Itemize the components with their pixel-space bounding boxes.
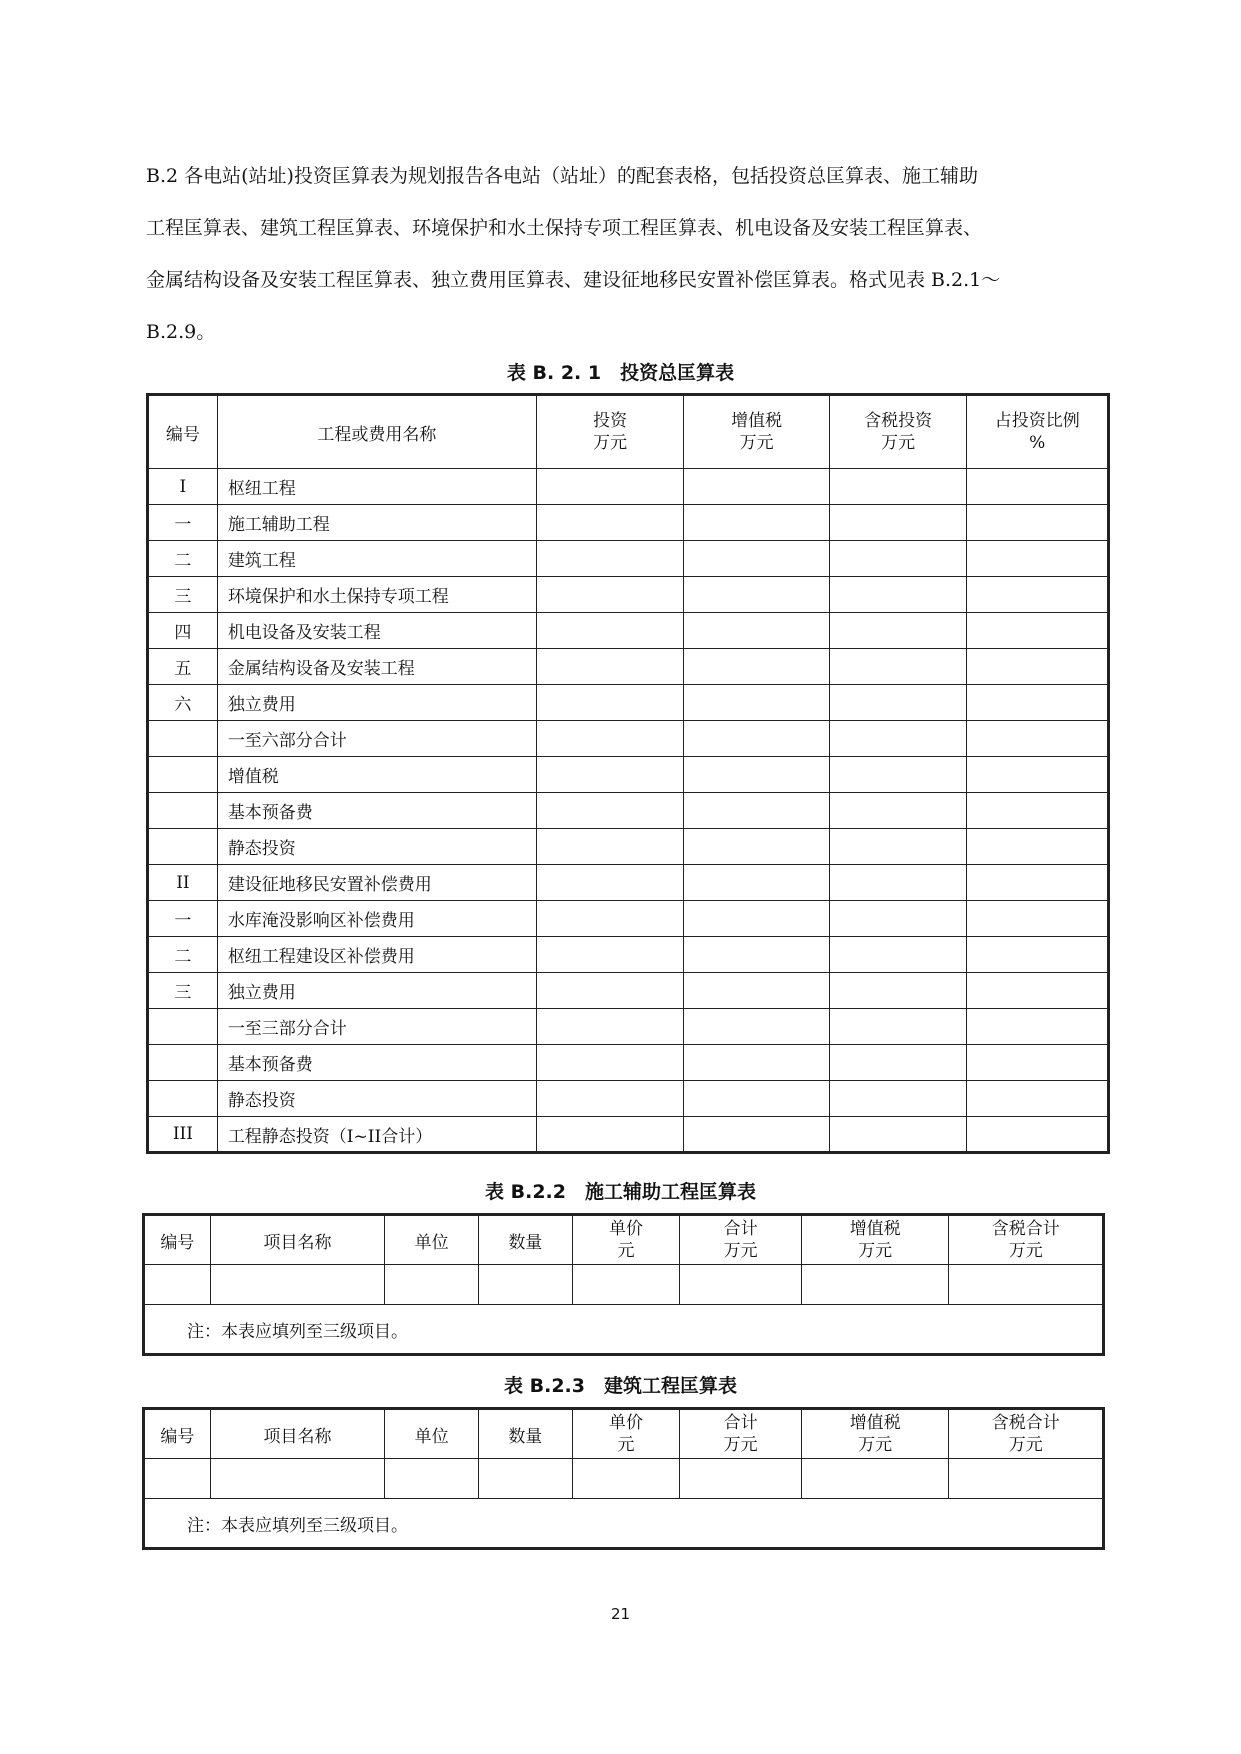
- intro-line: 金属结构设备及安装工程匡算表、独立费用匡算表、建设征地移民安置补偿匡算表。格式见表 B.2.1～: [146, 269, 1001, 291]
- row-value-cell: [967, 973, 1109, 1009]
- header-qty: 数量: [478, 1409, 572, 1459]
- row-value-cell: [536, 757, 684, 793]
- table3-header-row: [144, 1409, 1104, 1459]
- row-value-cell: [967, 613, 1109, 649]
- row-value-cell: [829, 649, 967, 685]
- row-name: 静态投资: [217, 829, 536, 865]
- table-row: [144, 1265, 1104, 1305]
- intro-line: 工程匡算表、建筑工程匡算表、环境保护和水土保持专项工程匡算表、机电设备及安装工程匡算表、: [146, 217, 983, 239]
- table-row: [148, 793, 1109, 829]
- table-row: [148, 1009, 1109, 1045]
- row-no: [148, 721, 218, 757]
- row-value-cell: [684, 1081, 830, 1117]
- row-value-cell: [829, 577, 967, 613]
- header-qty: 数量: [478, 1215, 572, 1265]
- row-value-cell: [829, 685, 967, 721]
- row-name: 一至三部分合计: [217, 1009, 536, 1045]
- row-value-cell: [684, 577, 830, 613]
- row-value-cell: [829, 721, 967, 757]
- table-note: 注：本表应填列至三级项目。: [144, 1499, 1104, 1549]
- header-unit: 单位: [385, 1215, 479, 1265]
- row-value-cell: [829, 865, 967, 901]
- table1-header-row: [148, 395, 1109, 469]
- row-value-cell: [967, 649, 1109, 685]
- intro-line: B.2 各电站(站址)投资匡算表为规划报告各电站（站址）的配套表格，包括投资总匡算表、施工辅助: [146, 165, 978, 187]
- row-name: 静态投资: [217, 1081, 536, 1117]
- row-no: III: [148, 1117, 218, 1153]
- row-value-cell: [536, 1045, 684, 1081]
- header-vat: 增值税 万元: [801, 1215, 949, 1265]
- table-row: [148, 1045, 1109, 1081]
- row-value-cell: [536, 973, 684, 1009]
- row-value-cell: [967, 1081, 1109, 1117]
- row-value-cell: [829, 505, 967, 541]
- table-row: [148, 865, 1109, 901]
- table-row: [148, 829, 1109, 865]
- row-no: 一: [148, 901, 218, 937]
- row-value-cell: [967, 1117, 1109, 1153]
- header-price: 单价 元: [572, 1215, 680, 1265]
- row-name: 建筑工程: [217, 541, 536, 577]
- row-no: [148, 1045, 218, 1081]
- table1: [146, 393, 1110, 1154]
- table-row: [148, 613, 1109, 649]
- header-ratio: 占投资比例 %: [967, 395, 1109, 469]
- row-value-cell: [536, 793, 684, 829]
- table-row: [148, 757, 1109, 793]
- header-total: 合计 万元: [680, 1409, 802, 1459]
- row-value-cell: [684, 1045, 830, 1081]
- row-value-cell: [829, 829, 967, 865]
- row-name: 基本预备费: [217, 793, 536, 829]
- table2-header-row: [144, 1215, 1104, 1265]
- row-value-cell: [967, 793, 1109, 829]
- row-name: 独立费用: [217, 685, 536, 721]
- table3: [142, 1407, 1105, 1550]
- row-name: 枢纽工程: [217, 469, 536, 505]
- table-row: [148, 469, 1109, 505]
- table2-note-row: [144, 1305, 1104, 1355]
- header-tax-invest: 含税投资 万元: [829, 395, 967, 469]
- row-no: [148, 1009, 218, 1045]
- row-no: 五: [148, 649, 218, 685]
- table-row: [148, 505, 1109, 541]
- row-value-cell: [536, 901, 684, 937]
- row-value-cell: [967, 577, 1109, 613]
- table-row: [148, 973, 1109, 1009]
- table-note: 注：本表应填列至三级项目。: [144, 1305, 1104, 1355]
- row-value-cell: [536, 541, 684, 577]
- header-vat: 增值税 万元: [801, 1409, 949, 1459]
- row-value-cell: [536, 649, 684, 685]
- header-price: 单价 元: [572, 1409, 680, 1459]
- row-name: 工程静态投资（I~II合计）: [217, 1117, 536, 1153]
- row-value-cell: [536, 1081, 684, 1117]
- row-no: 一: [148, 505, 218, 541]
- header-no: 编号: [144, 1215, 211, 1265]
- row-name: 建设征地移民安置补偿费用: [217, 865, 536, 901]
- row-value-cell: [967, 541, 1109, 577]
- row-value-cell: [967, 937, 1109, 973]
- row-value-cell: [684, 685, 830, 721]
- row-value-cell: [829, 1117, 967, 1153]
- row-value-cell: [829, 901, 967, 937]
- row-no: [148, 757, 218, 793]
- table2-caption: 表 B.2.2 施工辅助工程匡算表: [485, 1181, 756, 1203]
- row-value-cell: [829, 613, 967, 649]
- row-value-cell: [536, 721, 684, 757]
- row-name: 金属结构设备及安装工程: [217, 649, 536, 685]
- row-name: 一至六部分合计: [217, 721, 536, 757]
- row-name: 基本预备费: [217, 1045, 536, 1081]
- table-row: [148, 685, 1109, 721]
- page-number: 21: [610, 1605, 631, 1623]
- table-row: [148, 937, 1109, 973]
- row-value-cell: [684, 793, 830, 829]
- row-name: 环境保护和水土保持专项工程: [217, 577, 536, 613]
- row-no: 二: [148, 541, 218, 577]
- table-row: [148, 721, 1109, 757]
- row-no: [148, 829, 218, 865]
- row-value-cell: [829, 1009, 967, 1045]
- row-value-cell: [684, 469, 830, 505]
- row-no: [148, 793, 218, 829]
- row-value-cell: [684, 937, 830, 973]
- row-value-cell: [967, 757, 1109, 793]
- row-no: 二: [148, 937, 218, 973]
- row-value-cell: [536, 577, 684, 613]
- row-value-cell: [829, 1045, 967, 1081]
- row-name: 增值税: [217, 757, 536, 793]
- row-value-cell: [536, 829, 684, 865]
- row-value-cell: [829, 541, 967, 577]
- table3-note-row: [144, 1499, 1104, 1549]
- table-row: [148, 577, 1109, 613]
- row-value-cell: [536, 685, 684, 721]
- header-total: 合计 万元: [680, 1215, 802, 1265]
- row-name: 机电设备及安装工程: [217, 613, 536, 649]
- row-no: [148, 1081, 218, 1117]
- row-value-cell: [536, 937, 684, 973]
- row-value-cell: [829, 1081, 967, 1117]
- row-value-cell: [536, 865, 684, 901]
- row-value-cell: [536, 1117, 684, 1153]
- row-no: 三: [148, 973, 218, 1009]
- row-value-cell: [684, 1009, 830, 1045]
- row-no: I: [148, 469, 218, 505]
- row-name: 施工辅助工程: [217, 505, 536, 541]
- row-name: 独立费用: [217, 973, 536, 1009]
- row-name: 枢纽工程建设区补偿费用: [217, 937, 536, 973]
- row-value-cell: [967, 829, 1109, 865]
- header-name: 工程或费用名称: [217, 395, 536, 469]
- header-item: 项目名称: [210, 1215, 384, 1265]
- row-value-cell: [684, 505, 830, 541]
- row-value-cell: [829, 469, 967, 505]
- table-row: [148, 649, 1109, 685]
- table-row: [144, 1459, 1104, 1499]
- header-no: 编号: [148, 395, 218, 469]
- row-value-cell: [684, 649, 830, 685]
- table-row: [148, 541, 1109, 577]
- row-value-cell: [967, 469, 1109, 505]
- row-value-cell: [829, 793, 967, 829]
- row-no: 四: [148, 613, 218, 649]
- row-value-cell: [684, 865, 830, 901]
- row-no: 三: [148, 577, 218, 613]
- row-value-cell: [829, 937, 967, 973]
- table-row: [148, 1117, 1109, 1153]
- row-value-cell: [684, 901, 830, 937]
- row-value-cell: [536, 505, 684, 541]
- header-unit: 单位: [385, 1409, 479, 1459]
- header-tax-total: 含税合计 万元: [949, 1409, 1104, 1459]
- row-no: 六: [148, 685, 218, 721]
- row-value-cell: [684, 1117, 830, 1153]
- row-name: 水库淹没影响区补偿费用: [217, 901, 536, 937]
- row-value-cell: [684, 613, 830, 649]
- row-value-cell: [684, 829, 830, 865]
- table1-caption: 表 B. 2. 1 投资总匡算表: [506, 362, 735, 384]
- table-row: [148, 901, 1109, 937]
- row-value-cell: [684, 721, 830, 757]
- row-no: II: [148, 865, 218, 901]
- row-value-cell: [684, 541, 830, 577]
- row-value-cell: [967, 1045, 1109, 1081]
- row-value-cell: [829, 973, 967, 1009]
- row-value-cell: [967, 901, 1109, 937]
- table3-caption: 表 B.2.3 建筑工程匡算表: [504, 1375, 737, 1397]
- table-row: [148, 1081, 1109, 1117]
- header-vat: 增值税 万元: [684, 395, 830, 469]
- row-value-cell: [967, 685, 1109, 721]
- table2: [142, 1213, 1105, 1356]
- row-value-cell: [536, 469, 684, 505]
- row-value-cell: [684, 973, 830, 1009]
- header-item: 项目名称: [210, 1409, 384, 1459]
- row-value-cell: [967, 865, 1109, 901]
- row-value-cell: [829, 757, 967, 793]
- table1-body: [148, 469, 1109, 1153]
- row-value-cell: [536, 1009, 684, 1045]
- intro-line: B.2.9。: [146, 321, 216, 343]
- header-tax-total: 含税合计 万元: [949, 1215, 1104, 1265]
- intro-paragraph: [146, 150, 1106, 358]
- header-no: 编号: [144, 1409, 211, 1459]
- row-value-cell: [684, 757, 830, 793]
- row-value-cell: [536, 613, 684, 649]
- row-value-cell: [967, 721, 1109, 757]
- row-value-cell: [967, 1009, 1109, 1045]
- row-value-cell: [967, 505, 1109, 541]
- header-invest: 投资 万元: [536, 395, 684, 469]
